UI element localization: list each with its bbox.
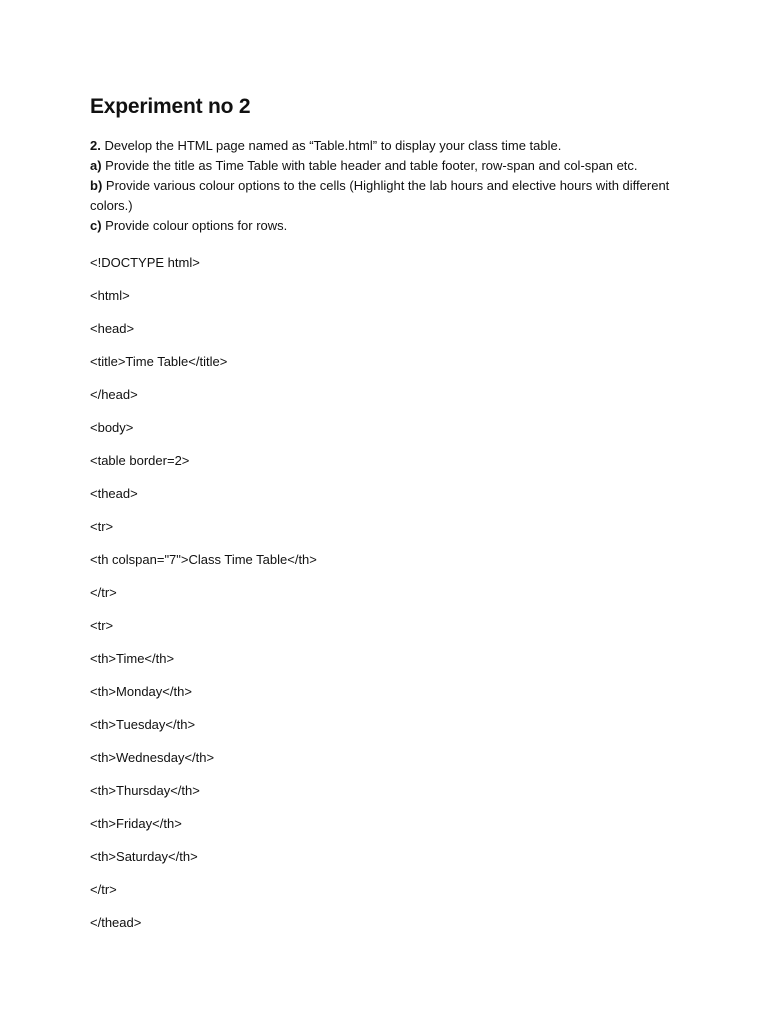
task-item-c	[90, 216, 690, 236]
code-line: <html>	[90, 288, 130, 303]
task-item-text: Provide colour options for rows.	[101, 218, 288, 233]
code-listing	[90, 246, 690, 939]
code-line: <tr>	[90, 519, 114, 534]
task-number: 2.	[90, 138, 101, 153]
task-item-text: Provide the title as Time Table with table header and table footer, row-span and col-span etc.	[101, 158, 638, 173]
code-line: <thead>	[90, 486, 138, 501]
code-line: <table border=2>	[90, 453, 190, 468]
document-title: Experiment no 2	[90, 95, 251, 118]
code-line: </tr>	[90, 882, 117, 897]
document-page	[90, 92, 690, 939]
code-line: </tr>	[90, 585, 117, 600]
task-item-label: b)	[90, 178, 103, 193]
code-line: <th>Time</th>	[90, 651, 175, 666]
code-line: <th>Thursday</th>	[90, 783, 200, 798]
task-line	[90, 136, 690, 156]
task-text: Develop the HTML page named as “Table.html” to display your class time table.	[100, 138, 562, 153]
task-item-label: a)	[90, 158, 102, 173]
code-line: <th>Saturday</th>	[90, 849, 198, 864]
code-line: <th>Wednesday</th>	[90, 750, 215, 765]
code-line: <tr>	[90, 618, 114, 633]
code-line: </head>	[90, 387, 138, 402]
code-line: <th colspan="7">Class Time Table</th>	[90, 552, 317, 567]
code-line: <title>Time Table</title>	[90, 354, 228, 369]
task-item-b	[90, 176, 690, 216]
code-line: <!DOCTYPE html>	[90, 255, 200, 270]
task-item-a	[90, 156, 690, 176]
code-line: </thead>	[90, 915, 142, 930]
code-line: <body>	[90, 420, 134, 435]
code-line: <th>Monday</th>	[90, 684, 192, 699]
code-line: <th>Friday</th>	[90, 816, 182, 831]
task-description	[90, 136, 690, 236]
task-item-label: c)	[90, 218, 102, 233]
code-line: <th>Tuesday</th>	[90, 717, 196, 732]
code-line: <head>	[90, 321, 135, 336]
task-item-text: Provide various colour options to the cells (Highlight the lab hours and elective hours with different colors.)	[90, 178, 670, 213]
